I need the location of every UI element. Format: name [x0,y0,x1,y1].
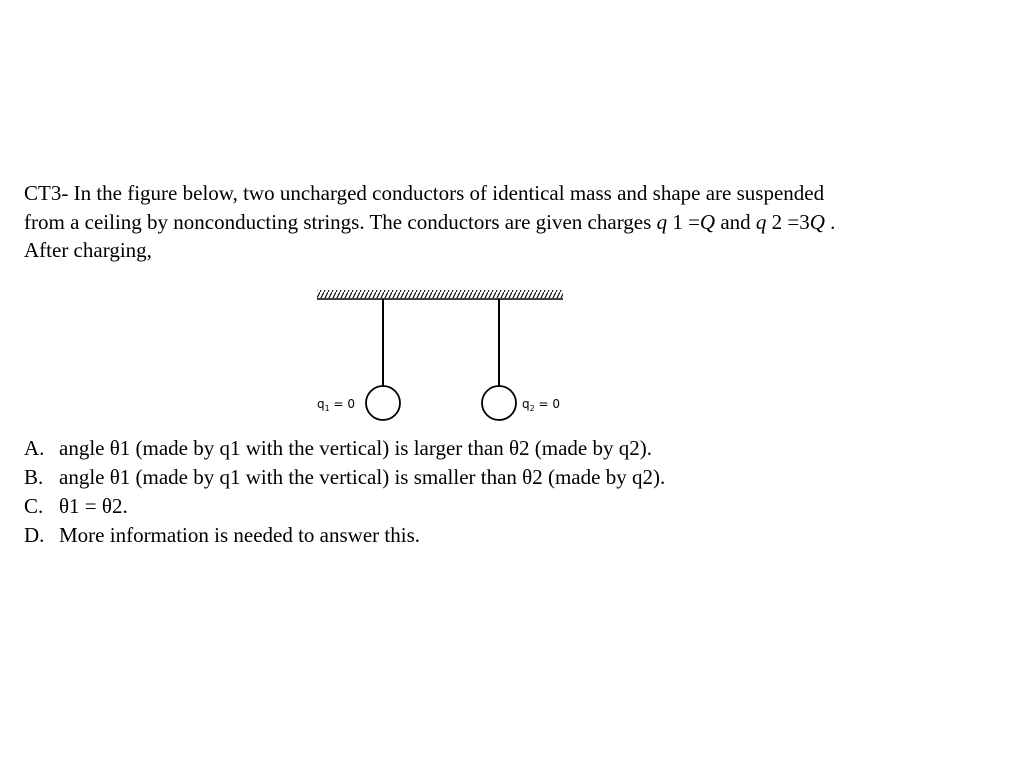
left-conductor-sphere [366,386,400,420]
q1-variable: q [656,209,668,234]
choice-letter: B. [24,465,44,489]
choice-text: angle θ1 (made by q1 with the vertical) is smaller than θ2 (made by q2). [59,465,666,489]
q1-label: $q_1 = 0$ [317,397,356,413]
choice-b[interactable] [24,463,994,492]
q1-charge-value: Q [699,209,716,234]
choice-letter: D. [24,523,45,547]
choice-c[interactable] [24,492,994,521]
choice-text: angle θ1 (made by q1 with the vertical) is larger than θ2 (made by q2). [59,436,652,460]
choice-letter: A. [24,436,45,460]
ceiling [317,290,563,299]
q2-label: $q_2 = 0$ [522,397,561,413]
answer-choices [24,434,994,550]
choice-text: More information is needed to answer this. [59,523,420,547]
question-line-3: After charging, [24,238,152,262]
pendulum-figure [312,284,572,424]
question-text [24,179,994,265]
choice-d[interactable] [24,521,994,550]
question-line-1: CT3- In the figure below, two uncharged conductors of identical mass and shape are suspended [24,181,825,205]
question-line-2: from a ceiling by nonconducting strings. The conductors are given charges q 1 =Q and q 2 =3Q . [24,209,836,234]
q2-variable: q [755,209,767,234]
choice-text: θ1 = θ2. [59,494,128,518]
q2-charge-value: Q [809,209,825,234]
right-conductor-sphere [482,386,516,420]
choice-letter: C. [24,494,44,518]
choice-a[interactable] [24,434,994,463]
